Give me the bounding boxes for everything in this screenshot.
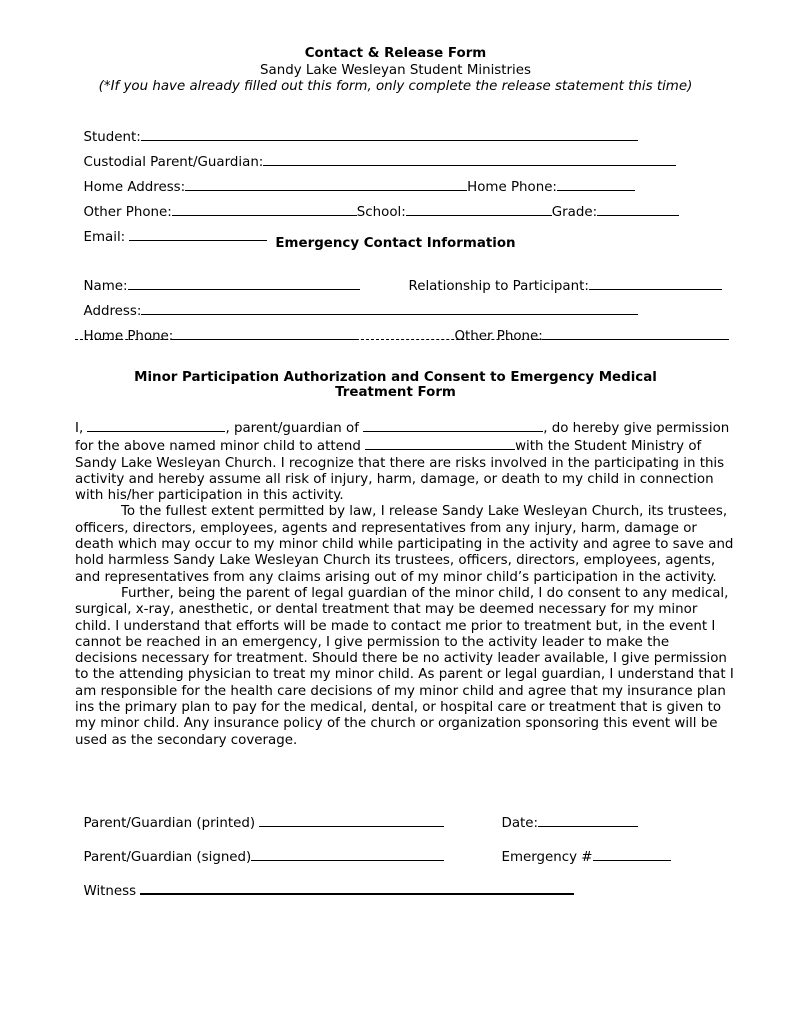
other-phone-label: Other Phone: bbox=[83, 205, 172, 220]
activity-blank[interactable] bbox=[365, 437, 515, 450]
consent-paragraph-2: To the fullest extent permitted by law, I release Sandy Lake Wesleyan Church, its trustees, officers, directors, employees, agents and representatives from any injury, harm, damage or death which may occur to my minor child while participating in the activity and agree to save and hold harmless Sandy Lake Wesleyan Church its trustees, officers, directors, employees, agents, and representatives from any claims arising out of my minor child’s participation in the activity. bbox=[75, 504, 734, 585]
signed-name-row bbox=[75, 832, 444, 866]
emergency-number-row bbox=[493, 832, 671, 866]
consent-title-line2: Treatment Form bbox=[335, 385, 456, 400]
emergency-heading: Emergency Contact Information bbox=[275, 236, 516, 251]
home-address-label: Home Address: bbox=[83, 180, 186, 195]
witness-field[interactable] bbox=[140, 881, 574, 895]
emergency-number-field[interactable] bbox=[593, 848, 671, 861]
para1-a: , parent/guardian of bbox=[225, 421, 364, 436]
child-name-blank[interactable] bbox=[363, 419, 543, 432]
organization-name: Sandy Lake Wesleyan Student Ministries bbox=[260, 63, 531, 78]
para1-b: , do hereby give permission for the above named minor child to attend bbox=[75, 421, 730, 455]
emergency-name-label: Name: bbox=[83, 279, 128, 294]
date-row bbox=[493, 798, 638, 832]
consent-paragraph-1 bbox=[75, 419, 735, 504]
emergency-number-label: Emergency # bbox=[501, 850, 593, 865]
home-phone-label: Home Phone: bbox=[467, 180, 557, 195]
school-field[interactable] bbox=[406, 203, 552, 216]
emergency-home-phone-label: Home Phone: bbox=[83, 329, 174, 344]
consent-title-line1: Minor Participation Authorization and Consent to Emergency Medical bbox=[134, 370, 657, 385]
printed-name-field[interactable] bbox=[259, 814, 444, 827]
guardian-label: Custodial Parent/Guardian: bbox=[83, 155, 264, 170]
emergency-other-phone-label: Other Phone: bbox=[454, 329, 543, 344]
emergency-address-label: Address: bbox=[83, 304, 142, 319]
printed-name-label: Parent/Guardian (printed) bbox=[83, 816, 256, 831]
guardian-name-blank[interactable] bbox=[87, 419, 225, 432]
para1-start: I, bbox=[75, 421, 88, 436]
date-field[interactable] bbox=[538, 814, 638, 827]
student-label: Student: bbox=[83, 130, 141, 145]
section-divider bbox=[75, 339, 680, 340]
email-label: Email: bbox=[83, 230, 126, 245]
consent-body bbox=[75, 419, 735, 749]
school-label: School: bbox=[356, 205, 406, 220]
relationship-label: Relationship to Participant: bbox=[408, 279, 589, 294]
form-title: Contact & Release Form bbox=[304, 46, 487, 61]
grade-label: Grade: bbox=[551, 205, 598, 220]
witness-label: Witness bbox=[83, 884, 137, 899]
form-note: (*If you have already filled out this form, only complete the release statement this time) bbox=[98, 79, 693, 94]
signed-name-label: Parent/Guardian (signed) bbox=[83, 850, 252, 865]
consent-paragraph-3: Further, being the parent of legal guardian of the minor child, I do consent to any medical, surgical, x-ray, anesthetic, or dental treatment that may be deemed necessary for my minor child. I understand that efforts will be made to contact me prior to treatment but, in the event I cannot be reached in an emergency, I give permission to the activity leader to make the decisions necessary for treatment. Should there be no activity leader available, I give permission to the attending physician to treat my minor child. As parent or legal guardian, I understand that I am responsible for the health care decisions of my minor child and agree that my insurance plan ins the primary plan to pay for the medical, dental, or hospital care or treatment that is given to my minor child. Any insurance policy of the church or organization sponsoring this event will be used as the secondary coverage. bbox=[75, 585, 734, 748]
grade-field[interactable] bbox=[597, 203, 679, 216]
printed-name-row bbox=[75, 798, 444, 832]
date-label: Date: bbox=[501, 816, 539, 831]
para1-c: with the Student Ministry of Sandy Lake Wesleyan Church. I recognize that there are risks involved in the participating in this activity and hereby assume all risk of injury, harm, damage, or death to my child in connection with his/her participation in this activity. bbox=[75, 439, 725, 504]
witness-row bbox=[75, 865, 574, 900]
signature-field[interactable] bbox=[251, 848, 444, 861]
